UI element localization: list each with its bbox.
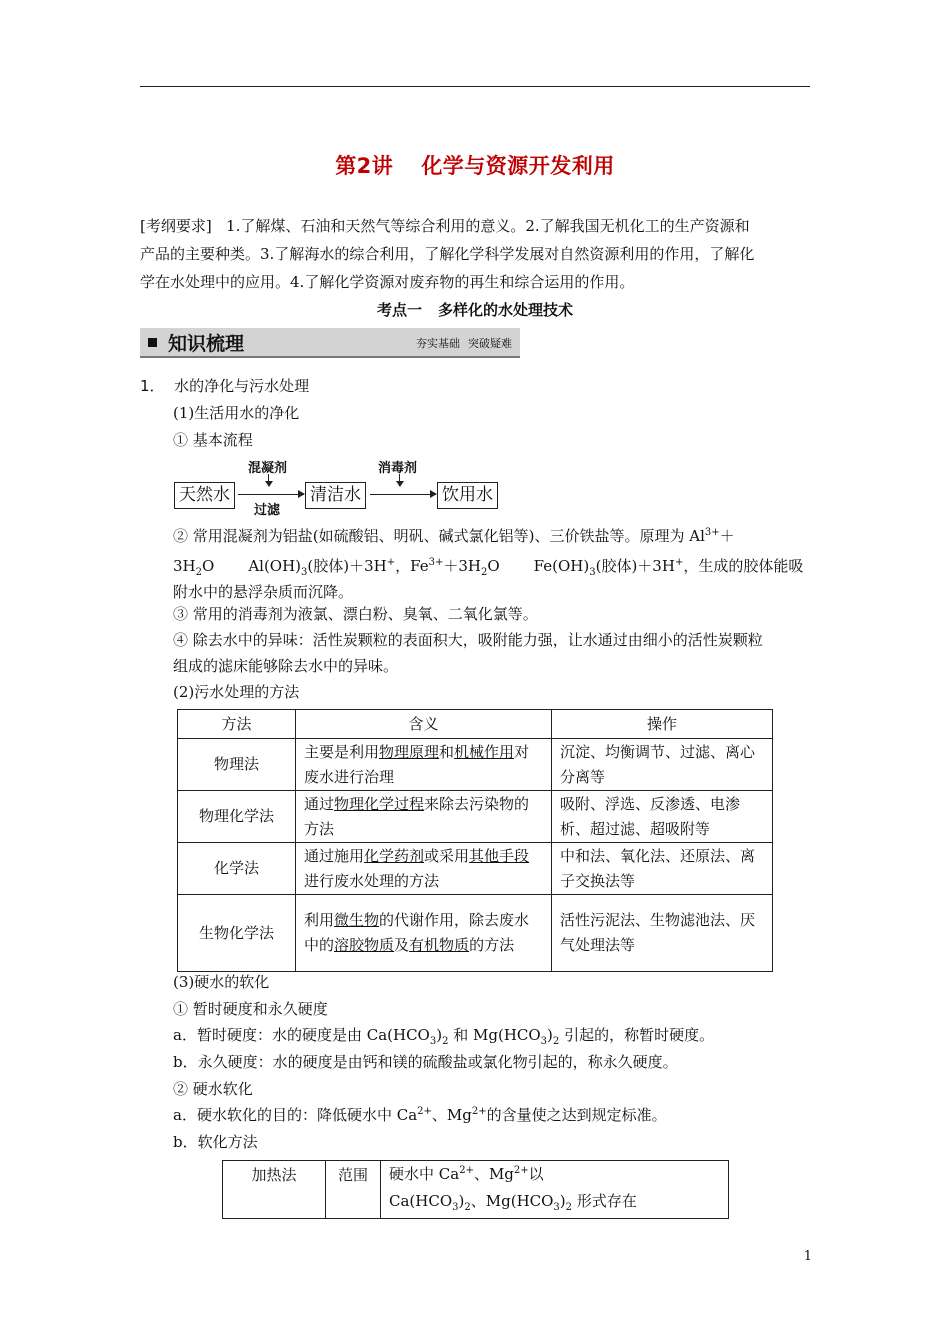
table-row: 物理化学法 通过物理化学过程来除去污染物的方法 吸附、浮选、反渗透、电渗析、超过滤、超吸附等: [178, 791, 773, 843]
table-row: 物理法 主要是利用物理原理和机械作用对废水进行治理 沉淀、均衡调节、过滤、离心分离等: [178, 739, 773, 791]
flow-box-drinking-water: 饮用水: [437, 482, 498, 509]
knowledge-banner: 知识梳理 夯实基础 突破疑难: [140, 328, 520, 358]
table-row: 生物化学法 利用微生物的代谢作用，除去废水中的溶胶物质及有机物质的方法 活性污泥法、生物滤池法、厌气处理法等: [178, 895, 773, 972]
temporary-hardness: a．暂时硬度：水的硬度是由 $Ca(HCO_3)_2$ 和 $Mg(HCO_3)_2$ 引起的，称暂时硬度。: [173, 1026, 715, 1047]
arrow-right-icon: [370, 494, 436, 495]
requirements-label: [考纲要求]: [140, 217, 212, 235]
section1-heading: 1． 水的净化与污水处理: [140, 377, 310, 395]
flow-label-coagulant: 混凝剂: [248, 461, 288, 476]
flow-label-disinfectant: 消毒剂: [378, 461, 418, 476]
flow-label-filter: 过滤: [254, 503, 281, 518]
table-row: 加热法 范围 硬水中 $Ca^{2+}$、$Mg^{2+}$以 $Ca(HCO_3)_2$、$Mg(HCO_3)_2$ 形式存在: [223, 1161, 729, 1219]
page-number: 1: [803, 1249, 812, 1264]
softening-heading: ② 硬水软化: [173, 1080, 253, 1098]
softening-methods: b．软化方法: [173, 1133, 258, 1151]
softening-table: [222, 1160, 729, 1219]
arrow-down-icon: [399, 474, 400, 486]
section1-sub1: (1)生活用水的净化: [173, 404, 300, 422]
sewage-treatment-table: [177, 709, 773, 972]
softening-purpose: a．硬水软化的目的：降低硬水中 $Ca^{2+}$、$Mg^{2+}$的含量使之达到规定标准。: [173, 1106, 667, 1124]
flow-box-clean-water: 清洁水: [305, 482, 366, 509]
permanent-hardness: b．永久硬度：水的硬度是由钙和镁的硫酸盐或氯化物引起的，称永久硬度。: [173, 1053, 678, 1071]
square-bullet-icon: [148, 338, 157, 347]
page-title: 第2讲 化学与资源开发利用: [335, 154, 615, 178]
hardness-types: ① 暂时硬度和永久硬度: [173, 1000, 328, 1018]
table-header-row: 方法 含义 操作: [178, 710, 773, 739]
disinfectant-line: ③ 常用的消毒剂为液氯、漂白粉、臭氧、二氧化氯等。: [173, 605, 538, 623]
basic-flow-label: ① 基本流程: [173, 431, 253, 449]
odor-line-2: 组成的滤床能够除去水中的异味。: [173, 657, 399, 675]
coagulant-paragraph: ② 常用混凝剂为铝盐(如硫酸铝、明矾、碱式氯化铝等)、三价铁盐等。原理为 $Al^{3+}+$ $3H_2O$ $Al(OH)_3$(胶体)＋3H+，$Fe^{3+}+3H_2O$ $Fe(OH)_3$(胶体)＋3H+，生成的胶体能吸 附水中的悬浮杂质而沉降。: [173, 527, 804, 601]
exam-requirements: [考纲要求] 1.了解煤、石油和天然气等综合利用的意义。2.了解我国无机化工的生产资源和 产品的主要种类。3.了解海水的综合利用，了解化学科学发展对自然资源利用的作用，了解化 学在水处理中的应用。4.了解化学资源对废弃物的再生和综合运用的作用。: [140, 217, 755, 291]
table-row: 化学法 通过施用化学药剂或采用其他手段进行废水处理的方法 中和法、氧化法、还原法、离子交换法等: [178, 843, 773, 895]
section1-sub2: (2)污水处理的方法: [173, 683, 300, 701]
header-rule: [140, 86, 810, 87]
kaodian-heading: 考点一 多样化的水处理技术: [376, 301, 574, 319]
odor-line-1: ④ 除去水中的异味：活性炭颗粒的表面积大，吸附能力强，让水通过由细小的活性炭颗粒: [173, 631, 763, 649]
arrow-right-icon: [238, 494, 304, 495]
section3-sub3: (3)硬水的软化: [173, 973, 270, 991]
flow-box-natural-water: 天然水: [174, 482, 235, 509]
arrow-down-icon: [268, 474, 269, 486]
